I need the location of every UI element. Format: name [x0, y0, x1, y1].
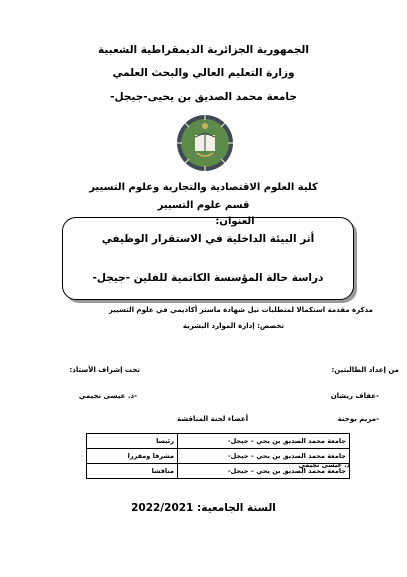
academic-year: السنة الجامعية: 2022/2021	[131, 502, 276, 514]
university-heading: جامعة محمد الصديق بن يحيى-جيجل-	[110, 91, 297, 103]
committee-university: جامعة محمد الصديق بن يحي – جيجل-	[178, 464, 350, 479]
title-label: العنوان:	[215, 216, 255, 227]
thesis-title-box	[62, 217, 354, 300]
republic-heading: الجمهورية الجزائرية الديمقراطية الشعبية	[98, 44, 309, 56]
student-name-2: -مريم بوحنة	[337, 415, 379, 423]
supervisor-label: تحت إشراف الأستاذ:	[69, 366, 140, 374]
committee-role: مناقشا	[87, 464, 178, 479]
thesis-title: أثر البيئة الداخلية في الاستقرار الوظيفي	[101, 233, 315, 245]
committee-university: جامعة محمد الصديق بن يحي – جيجل-	[178, 449, 350, 464]
committee-role: مشرفا ومقررا	[87, 449, 178, 464]
committee-supervisor-name: د. عيسى نجيمي	[298, 461, 350, 469]
committee-table	[86, 433, 350, 479]
students-label: من إعداد الطالبتين:	[331, 366, 399, 374]
faculty-heading: كلية العلوم الاقتصادية والتجارية وعلوم التسيير	[89, 182, 318, 193]
committee-label: أعضاء لجنة المناقشة	[177, 415, 249, 423]
supervisor-name: -د. عيسى نجيمي	[78, 392, 137, 400]
committee-role: رئيسا	[87, 434, 178, 449]
table-row	[87, 434, 350, 449]
student-name-1: -عفاف ريشان	[330, 392, 379, 400]
thesis-case-study: دراسة حالة المؤسسة الكاتمية للفلين -جيجل-	[92, 272, 324, 284]
university-seal-logo	[175, 113, 235, 173]
department-heading: قسم علوم التسيير	[157, 200, 250, 211]
specialization: تخصص: إدارة الموارد البشرية	[182, 322, 284, 330]
ministry-heading: وزارة التعليم العالي والبحث العلمي	[112, 67, 295, 79]
memo-note: مذكرة مقدمة استكمالا لمتطلبات نيل شهادة ماستر أكاديمي في علوم التسيير	[108, 306, 373, 314]
committee-university: جامعة محمد الصديق بن يحي – جيجل-	[178, 434, 350, 449]
